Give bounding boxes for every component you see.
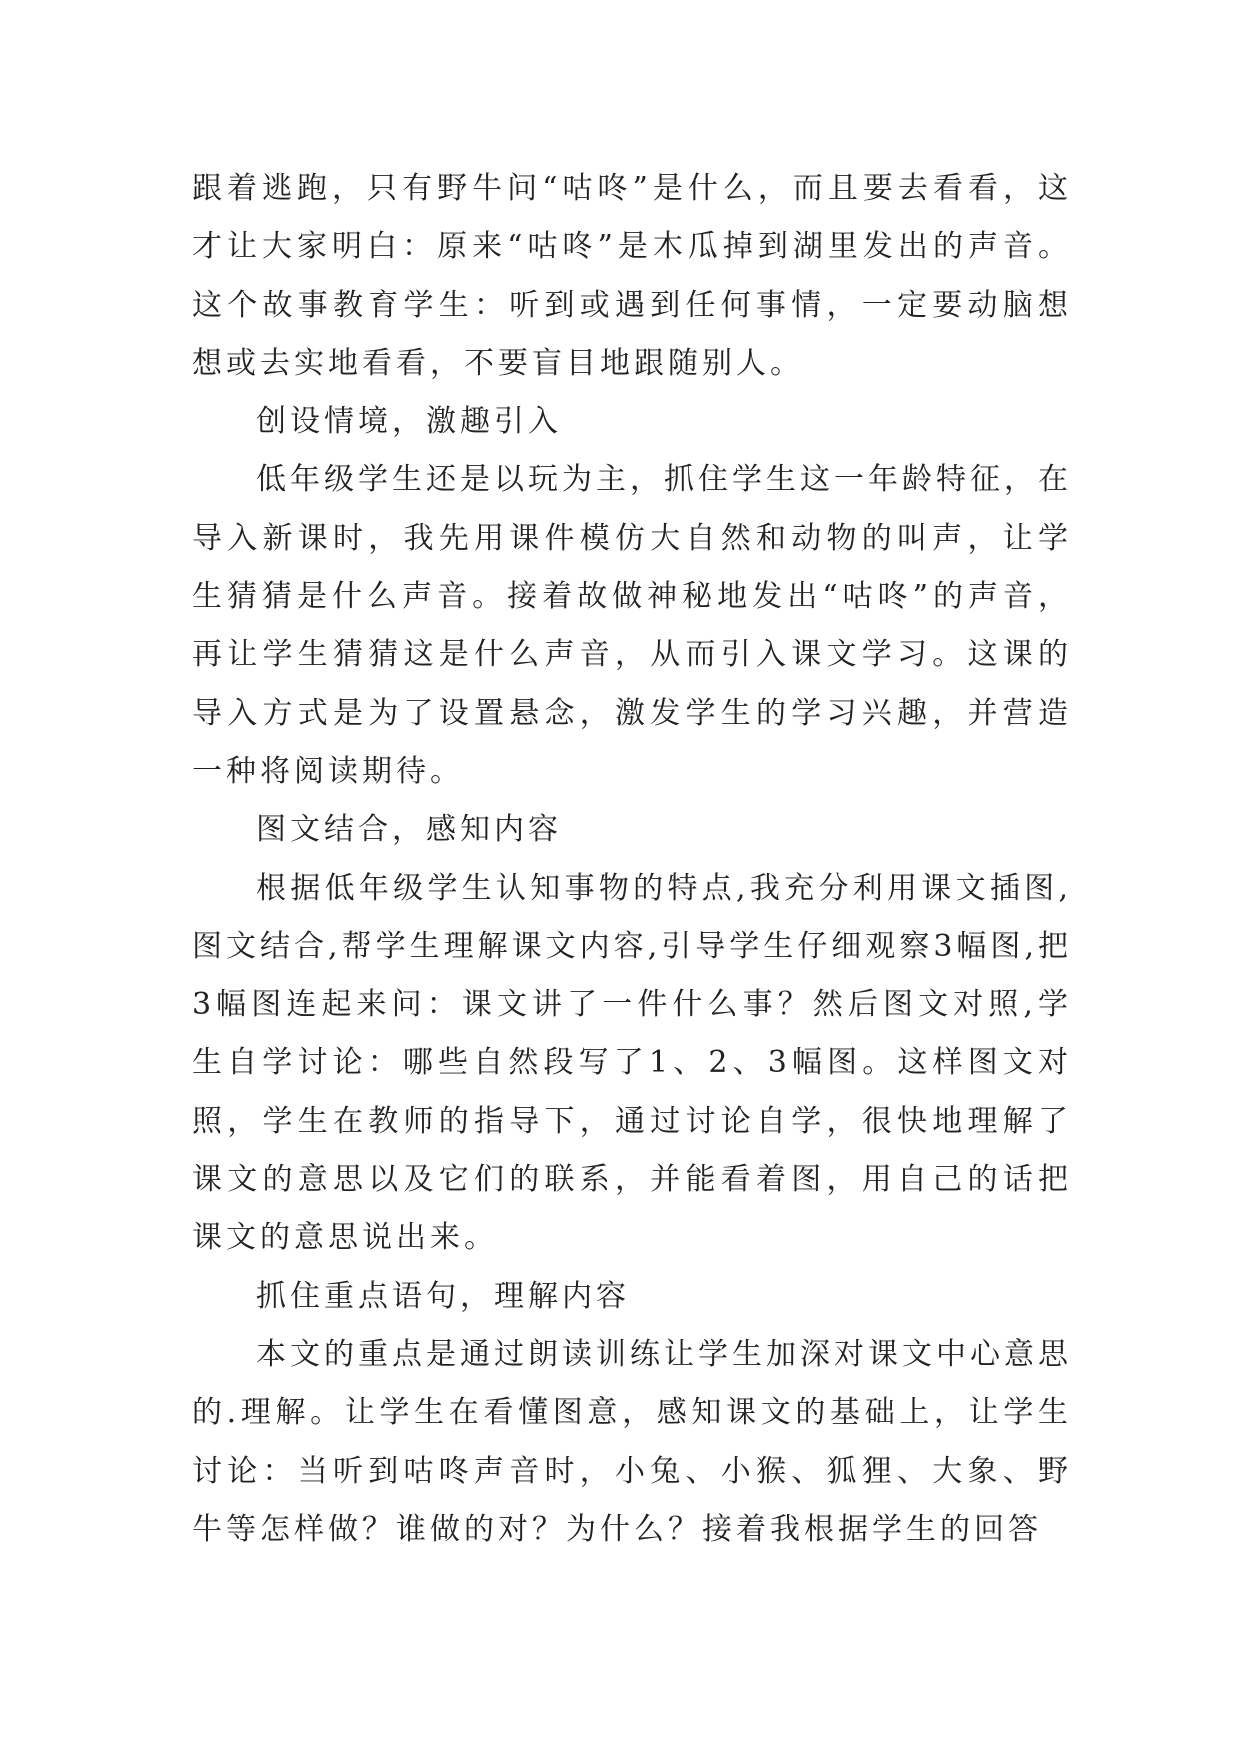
section-heading-context: 创设情境，激趣引入	[256, 404, 562, 440]
paragraph-key-sentences: 本文的重点是通过朗读训练让学生加深对课文中心意思的.理解。让学生在看懂图意，感知课文的基础上，让学生讨论：当听到咕咚声音时，小兔、小猴、狐狸、大象、野牛等怎样做？谁做的对？为什么？接着我根据学生的回答	[192, 1336, 1072, 1547]
section-heading-pictures: 图文结合，感知内容	[256, 812, 562, 848]
section-heading-key-sentences: 抓住重点语句，理解内容	[256, 1278, 630, 1314]
document-body	[192, 160, 1072, 1559]
paragraph-introduction: 低年级学生还是以玩为主，抓住学生这一年龄特征，在导入新课时，我先用课件模仿大自然和动物的叫声，让学生猜猜是什么声音。接着故做神秘地发出“咕咚”的声音，再让学生猜猜这是什么声音，从而引入课文学习。这课的导入方式是为了设置悬念，激发学生的学习兴趣，并营造一种将阅读期待。	[192, 462, 1072, 789]
paragraph-story-summary: 跟着逃跑，只有野牛问“咕咚”是什么，而且要去看看，这才让大家明白：原来“咕咚”是木瓜掉到湖里发出的声音。这个故事教育学生：听到或遇到任何事情，一定要动脑想想或去实地看看，不要盲目地跟随别人。	[192, 171, 1072, 381]
paragraph-pictures: 根据低年级学生认知事物的特点,我充分利用课文插图,图文结合,帮学生理解课文内容,引导学生仔细观察3幅图,把3幅图连起来问：课文讲了一件什么事？然后图文对照,学生自学讨论：哪些自然段写了1、2、3幅图。这样图文对照，学生在教师的指导下，通过讨论自学，很快地理解了课文的意思以及它们的联系，并能看着图，用自己的话把课文的意思说出来。	[192, 870, 1072, 1256]
